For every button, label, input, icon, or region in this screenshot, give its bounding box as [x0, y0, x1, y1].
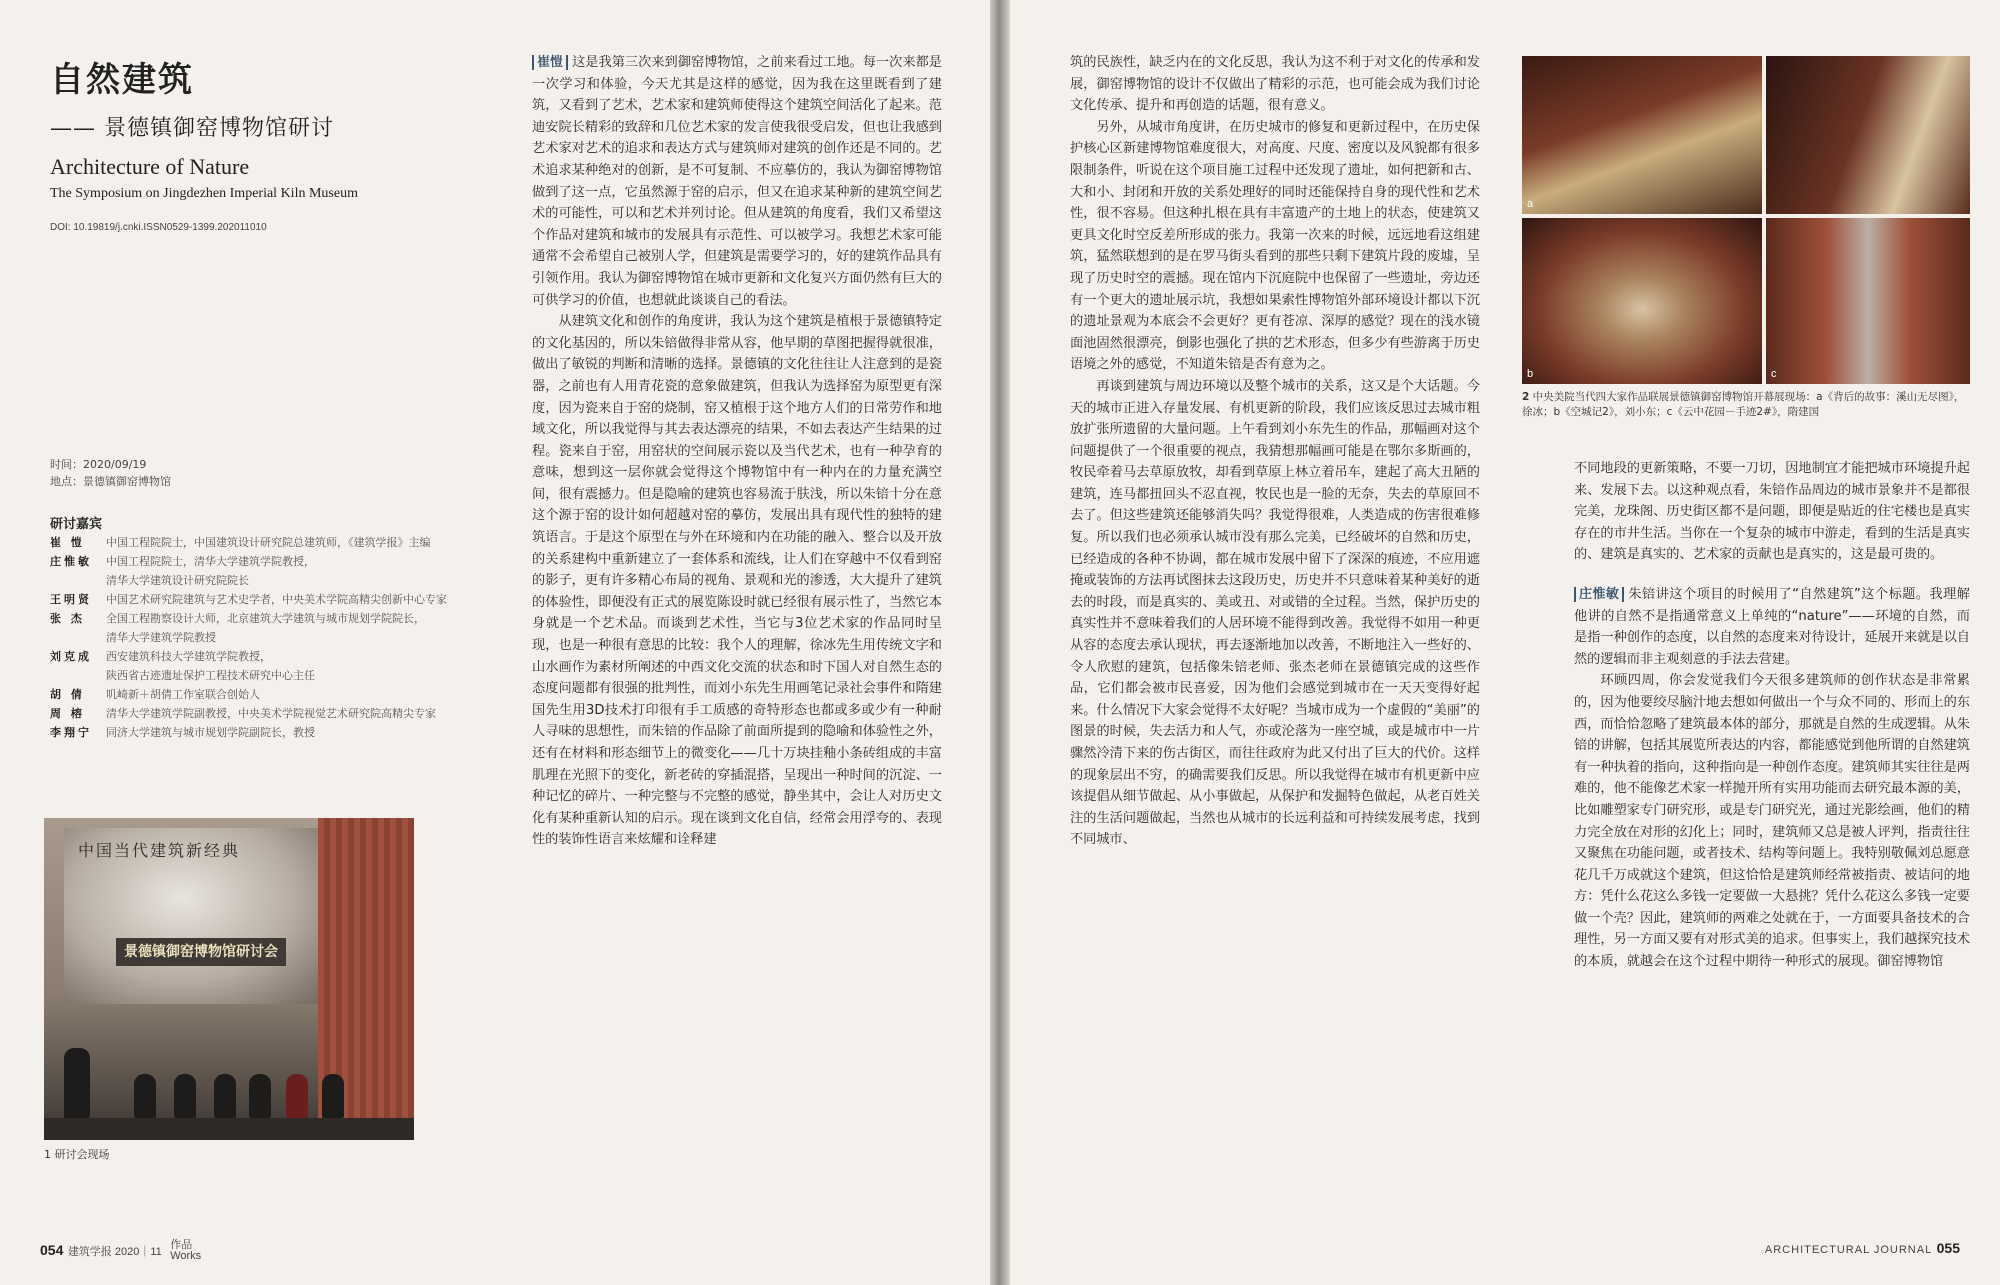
article-subtitle-en: The Symposium on Jingdezhen Imperial Kiln Museum [50, 186, 358, 201]
participant-row [50, 666, 490, 685]
participant-row [50, 685, 490, 704]
figure1-caption: 1 研讨会现场 [44, 1148, 110, 1161]
participant-role: 陕西省古迹遗址保护工程技术研究中心主任 [106, 669, 315, 682]
article-subtitle-zh: —— 景德镇御窑博物馆研讨 [50, 116, 334, 141]
participant-row [50, 628, 490, 647]
participant-row [50, 609, 490, 628]
doi-line: DOI: 10.19819/j.cnki.ISSN0529-1399.202011010 [50, 222, 267, 233]
participant-name: 胡 倩 [50, 688, 85, 701]
event-time: 时间：2020/09/19 [50, 458, 147, 471]
participant-name [50, 571, 106, 590]
participant-row [50, 571, 490, 590]
right-folio [1765, 1240, 1960, 1258]
section-label: 作品 [170, 1239, 193, 1251]
photo-c [1766, 218, 1970, 384]
paragraph: 筑的民族性，缺乏内在的文化反思，我认为这不利于对文化的传承和发展，御窑博物馆的设计不仅做出了精彩的示范，也可能会成为我们讨论文化传承、提升和再创造的话题，很有意义。 [1070, 55, 1480, 114]
participant-role: 中国工程院院士，中国建筑设计研究院总建筑师，《建筑学报》主编 [106, 536, 431, 549]
participant-row [50, 590, 490, 609]
right-body-column-2 [1574, 458, 1970, 973]
participant-name: 刘克成 [50, 650, 92, 663]
screen-calligraphy: 中国当代建筑新经典 [78, 841, 241, 860]
photo-label-a: a [1527, 198, 1534, 210]
symposium-photo [44, 818, 414, 1140]
projection-screen [64, 828, 326, 1004]
participant-role: 西安建筑科技大学建筑学院教授， [106, 650, 271, 663]
paragraph: 庄惟敏 朱锫讲这个项目的时候用了“自然建筑”这个标题。我理解他讲的自然不是指通常意义上单纯的“nature”——环境的自然，而是指一种创作的态度，以自然的态度来对待设计，延展开来就是以自然的逻辑而非主观刻意的手法去营建。 [1574, 586, 1970, 667]
participant-role: 清华大学建筑学院副教授，中央美术学院视觉艺术研究院高精尖专家 [106, 707, 436, 720]
page-number: 054 [40, 1242, 64, 1259]
right-body-column-1 [1070, 52, 1480, 851]
event-place: 地点：景德镇御窑博物馆 [50, 475, 171, 488]
paragraph: 不同地段的更新策略，不要一刀切，因地制宜才能把城市环境提升起来、发展下去。以这种观点看，朱锫作品周边的城市景象并不是都很完美，龙珠阁、历史街区都不是问题，即便是贴近的住宅楼也是真实存在的市井生活。当你在一个复杂的城市中游走，看到的生活是真实的、建筑是真实的、艺术家的贡献也是真实的，这是最可贵的。 [1574, 461, 1970, 563]
left-page [0, 0, 990, 1285]
participant-name: 王明贤 [50, 593, 92, 606]
title-block [50, 52, 490, 202]
participant-role: 全国工程勘察设计大师，北京建筑大学建筑与城市规划学院院长， [106, 612, 425, 625]
participant-name [50, 628, 106, 647]
participant-row [50, 723, 490, 742]
participant-name: 崔 愷 [50, 536, 85, 549]
page-number: 055 [1936, 1240, 1960, 1256]
page-gutter [990, 0, 1010, 1285]
speaker-tag: 庄惟敏 [1574, 587, 1624, 602]
participant-name: 李翔宁 [50, 726, 92, 739]
right-page [1010, 0, 2000, 1285]
participant-role: 叽崎新＋胡倩工作室联合创始人 [106, 688, 260, 701]
photo-label-c: c [1771, 368, 1777, 380]
participants-heading: 研讨嘉宾 [50, 517, 103, 532]
photo-a2 [1766, 56, 1970, 214]
participant-row [50, 704, 490, 723]
photo-b [1522, 218, 1762, 384]
article-title-zh: 自然建筑 [50, 60, 194, 100]
left-body-column [532, 52, 942, 851]
participant-role: 中国艺术研究院建筑与艺术史学者，中央美术学院高精尖创新中心专家 [106, 593, 447, 606]
article-title-en: Architecture of Nature [50, 154, 250, 179]
screen-banner: 景德镇御窑博物馆研讨会 [116, 938, 286, 966]
paragraph: 环顾四周，你会发觉我们今天很多建筑师的创作状态是非常累的，因为他要绞尽脑汁地去想如何做出一个与众不同的、形而上的东西，而恰恰忽略了建筑最本体的部分，那就是自然的生成逻辑。从朱锫的讲解，包括其展览所表达的内容，都能感觉到他所谓的自然建筑有一种执着的指向，这种指向是一种创作态度。建筑师其实往往是两难的，他不能像艺术家一样抛开所有实用功能而去研究最本源的美，比如雕塑家专门研究形，或是专门研究光，通过光影绘画，他们的精力完全放在对形的幻化上；同时，建筑师又总是被人评判，指责往往又聚焦在功能问题，或者技术、结构等问题上。我特别敬佩刘总愿意花几千万成就这个建筑，但这恰恰是建筑师经常被指责、被诘问的地方：凭什么花这么多钱一定要做一大悬挑？凭什么花这么多钱一定要做一个壳？因此，建筑师的两难之处就在于，一方面要具备技术的合理性，另一方面又要有对形式美的追求。但事实上，我们越探究技术的本质，就越会在这个过程中期待一种形式的展现。御窑博物馆 [1574, 673, 1970, 970]
journal-issue: 建筑学报 2020｜11 [67, 1246, 162, 1259]
participant-name: 庄惟敏 [50, 555, 92, 568]
photo-a [1522, 56, 1762, 214]
event-meta [50, 456, 171, 490]
speaker-tag: 崔愷 [532, 55, 568, 70]
participant-row [50, 533, 490, 552]
panelists [64, 1038, 364, 1118]
participant-role: 清华大学建筑学院教授 [106, 631, 216, 644]
figure2-caption: 2 中央美院当代四大家作品联展景德镇御窑博物馆开幕展现场：a《背后的故事：溪山无尽图》，徐冰；b《空城记2》，刘小东；c《云中花园－手迹2#》，隋建国 [1522, 391, 1965, 418]
participant-role: 清华大学建筑设计研究院院长 [106, 574, 249, 587]
paragraph: 崔愷 这是我第三次来到御窑博物馆，之前来看过工地。每一次来都是一次学习和体验，今天尤其是这样的感觉，因为我在这里既看到了建筑，又看到了艺术，艺术家和建筑师使得这个建筑空间活化了起来。范迪安院长精彩的致辞和几位艺术家的发言使我很受启发，但也让我感到艺术家对艺术的追求和表达方式与建筑师对建筑的创作还是不同的。艺术追求某种绝对的创新，是不可复制、不应摹仿的，我认为御窑博物馆做到了这一点，它虽然源于窑的启示，但又在追求某种新的建筑空间艺术的可能性，可以和艺术并列讨论。但从建筑的角度看，我们又希望这个作品对建筑和城市的发展具有示范性、可以被学习。我想艺术家可能通常不会希望自己被别人学，但建筑是需要学习的，好的建筑作品具有引领作用。我认为御窑博物馆在城市更新和文化复兴方面仍然有巨大的可供学习的价值，也想就此谈谈自己的看法。 [532, 55, 942, 308]
photo-label-b: b [1527, 368, 1534, 380]
participants-list [50, 533, 490, 742]
participant-name [50, 666, 106, 685]
section-label-en: Works [170, 1250, 202, 1262]
participant-name: 张 杰 [50, 612, 85, 625]
participant-row [50, 647, 490, 666]
paragraph: 另外，从城市角度讲，在历史城市的修复和更新过程中，在历史保护核心区新建博物馆难度很大，对高度、尺度、密度以及风貌都有很多限制条件，听说在这个项目施工过程中还发现了遗址，如何把新和古、大和小、封闭和开放的关系处理好的同时还能保持自身的现代性和艺术性，很不容易。但这种扎根在具有丰富遗产的土地上的状态，使建筑又更具文化时空反差所形成的张力。我第一次来的时候，远远地看这组建筑，猛然联想到的是在罗马街头看到的那些只剩下建筑片段的废墟，呈现了历史时空的震撼。现在馆内下沉庭院中也保留了一些遗址，旁边还有一个更大的遗址展示坑，我想如果索性博物馆外部环境设计都以下沉的遗址景观为本底会不会更好？更有苍凉、深厚的感觉？现在的浅水镜面池固然很漂亮，倒影也强化了拱的艺术形态，但多少有些游离于历史语境之外的感觉，不知道朱锫是否有意为之。 [1070, 119, 1480, 373]
paragraph: 再谈到建筑与周边环境以及整个城市的关系，这又是个大话题。今天的城市正进入存量发展、有机更新的阶段，我们应该反思过去城市粗放扩张所遗留的大量问题。上午看到刘小东先生的作品，那幅画对这个问题提供了一个很重要的视点，我猜想那幅画可能是在鄂尔多斯画的，牧民牵着马去草原放牧，却看到草原上林立着吊车，建起了高大丑陋的建筑，连马都扭回头不忍直视，牧民也是一脸的无奈，失去的草原回不去了。但这些建筑还能够消失吗？我觉得很难，人类造成的伤害很难修复。所以我们也必须承认城市没有那么完美，已经破坏的自然和历史，已经造成的各种不协调，都在城市发展中留下了深深的痕迹，不应用遮掩或装饰的方法再试图抹去这段历史，历史并不只意味着某种美好的逝去的时段，而是真实的、美或丑、对或错的全过程。当然，保护历史的真实性并不意味着我们的人居环境不能得到改善。我觉得不如用一种更从容的态度去承认现状，再去逐渐地加以改善，不断地注入一些好的、令人欣慰的建筑，包括像朱锫老师、张杰老师在景德镇完成的这些作品，它们都会被市民喜爱，因为他们会感觉到城市在一天天变得好起来。什么情况下大家会觉得不太好呢？当城市成为一个虚假的“美丽”的图景的时候，失去活力和人气，亦或沦落为一座空城，或是城市中一片骤然冷清下来的伤古街区，而往往政府为此又付出了巨大的代价。这样的现象层出不穷，的确需要我们反思。所以我觉得在城市有机更新中应该提倡从细节做起、从小事做起，从保护和发掘特色做起，从老百姓关注的生活问题做起，当然也从城市的长远利益和可持续发展考虑，找到不同城市、 [1070, 378, 1480, 848]
paragraph: 从建筑文化和创作的角度讲，我认为这个建筑是植根于景德镇特定的文化基因的，所以朱锫做得非常从容，他早期的草图把握得就很准，做出了敏锐的判断和清晰的选择。景德镇的文化往往让人注意到的是瓷器，之前也有人用青花瓷的意象做建筑，但我认为选择窑为原型更有深度，因为瓷来自于窑的烧制，窑又植根于这个地方人们的日常劳作和地域文化，所以我觉得与其去表达漂亮的结果，不如去表达产生结果的过程。瓷来自于窑，用窑状的空间展示瓷以及当代艺术，也有一种孕育的意味，想到这一层你就会觉得这个博物馆中有一种内在的力量充满空间，很有震撼力。但是隐喻的建筑也容易流于肤浅，所以朱锫十分在意这个源于窑的设计如何超越对窑的摹仿，发展出具有现代性的独特的建筑语言。于是这个原型在与外在环境和内在功能的融入、整合以及开放的关系建构中重新建立了一套体系和流线，让人们在穿越中不仅看到窑的影子，更有许多精心布局的视角、景观和光的渗透，大大提升了建筑的体验性，即便没有正式的展览陈设时就已经很有展示性了，当然它本身就是一个艺术品。而谈到艺术性，当它与3位艺术家的作品同时呈现，也是一种很有意思的比较：我个人的理解，徐冰先生用传统文字和山水画作为素材所阐述的中西文化交流的状态和时下国人对自然生态的态度问题都有很强的批判性，而刘小东先生用画笔记录社会事件和隋建国先生用3D技术打印很有手工质感的奇特形态也都或多或少有一种耐人寻味的思想性，而朱锫的作品除了前面所提到的隐喻和体验性之外，还有在材料和形态细节上的微变化——几十万块挂釉小条砖组成的丰富肌理在光照下的变化，新老砖的穿插混搭，呈现出一种时间的沉淀、一种记忆的碎片、一种完整与不完整的感觉，静坐其中，会让人对历史文化有某种重新认知的启示。现在谈到文化自信，经常会用浮夸的、表现性的装饰性语言来炫耀和诠释建 [532, 314, 942, 848]
journal-name: ARCHITECTURAL JOURNAL [1764, 1244, 1933, 1256]
participant-role: 同济大学建筑与城市规划学院副院长，教授 [106, 726, 315, 739]
left-folio [40, 1240, 201, 1262]
participant-role: 中国工程院院士，清华大学建筑学院教授， [106, 555, 315, 568]
participant-row [50, 552, 490, 571]
participant-name: 周 榕 [50, 707, 85, 720]
exhibition-photos [1522, 56, 1970, 384]
